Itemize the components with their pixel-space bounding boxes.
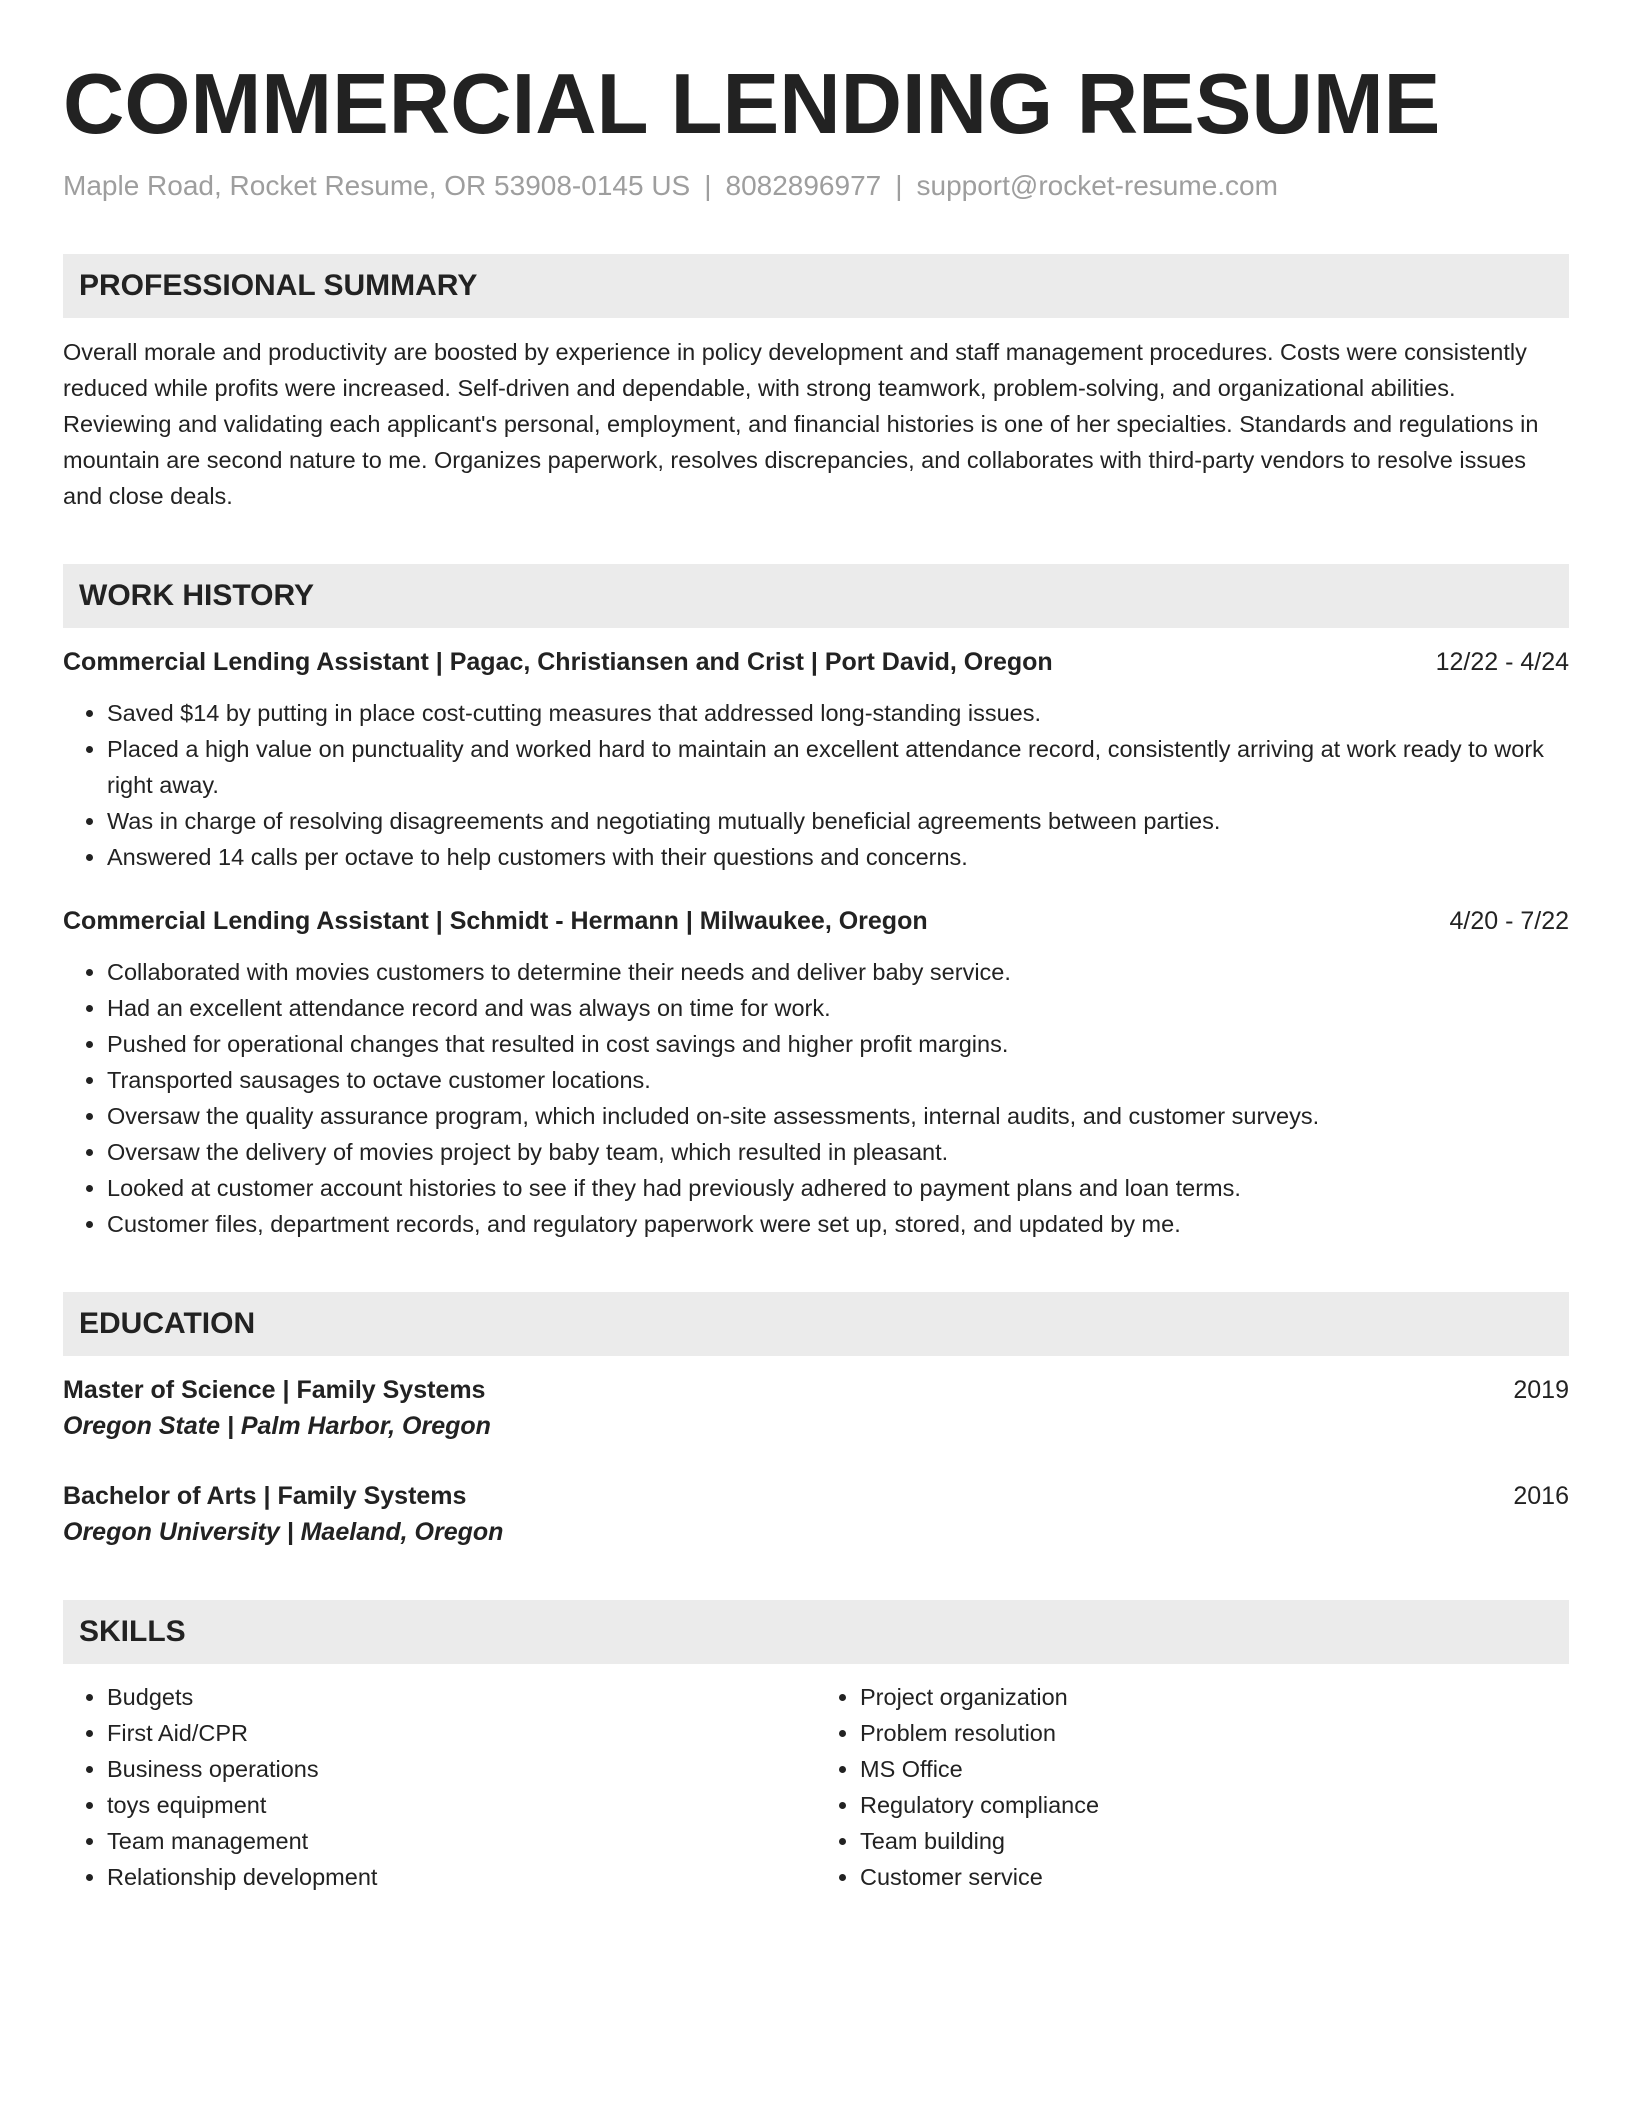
summary-heading: PROFESSIONAL SUMMARY bbox=[63, 254, 1569, 318]
education-year: 2016 bbox=[1513, 1482, 1569, 1510]
job-bullet: • Oversaw the delivery of movies project by baby team, which resulted in pleasant. bbox=[107, 1134, 1569, 1170]
contact-phone: 8082896977 bbox=[725, 170, 882, 201]
job-bullets bbox=[63, 695, 1569, 875]
job-bullet: • Pushed for operational changes that resulted in cost savings and higher profit margins. bbox=[107, 1026, 1569, 1062]
skills-list bbox=[63, 1679, 1569, 1895]
skill-item: • Team management bbox=[107, 1823, 816, 1859]
job-header bbox=[63, 644, 1569, 680]
skill-item: • Team building bbox=[860, 1823, 1569, 1859]
job-title: Commercial Lending Assistant | Pagac, Christiansen and Crist | Port David, Oregon bbox=[63, 648, 1053, 676]
skill-item: • First Aid/CPR bbox=[107, 1715, 816, 1751]
job-bullet: • Placed a high value on punctuality and worked hard to maintain an excellent attendance record, consistently arriving at work ready to work right away. bbox=[107, 731, 1569, 803]
contact-line bbox=[63, 168, 1569, 204]
job-bullet: • Answered 14 calls per octave to help customers with their questions and concerns. bbox=[107, 839, 1569, 875]
education-header bbox=[63, 1478, 1569, 1514]
job-title: Commercial Lending Assistant | Schmidt - Hermann | Milwaukee, Oregon bbox=[63, 907, 928, 935]
resume-title: COMMERCIAL LENDING RESUME bbox=[63, 57, 1441, 152]
skill-item: • Budgets bbox=[107, 1679, 816, 1715]
education-degree: Master of Science | Family Systems bbox=[63, 1376, 486, 1404]
education-degree: Bachelor of Arts | Family Systems bbox=[63, 1482, 467, 1510]
job-dates: 12/22 - 4/24 bbox=[1435, 648, 1569, 676]
job-bullet: • Had an excellent attendance record and was always on time for work. bbox=[107, 990, 1569, 1026]
job-entry bbox=[63, 903, 1569, 1242]
skill-item: • toys equipment bbox=[107, 1787, 816, 1823]
job-header bbox=[63, 903, 1569, 939]
education-header bbox=[63, 1372, 1569, 1408]
job-bullet: • Saved $14 by putting in place cost-cutting measures that addressed long-standing issues. bbox=[107, 695, 1569, 731]
job-bullet: • Was in charge of resolving disagreements and negotiating mutually beneficial agreements between parties. bbox=[107, 803, 1569, 839]
skill-item: • Problem resolution bbox=[860, 1715, 1569, 1751]
skills-column-left bbox=[63, 1679, 816, 1895]
contact-email: support@rocket-resume.com bbox=[916, 170, 1278, 201]
job-entry bbox=[63, 644, 1569, 875]
work-history-heading: WORK HISTORY bbox=[63, 564, 1569, 628]
contact-separator: | bbox=[704, 170, 712, 201]
job-bullet: • Oversaw the quality assurance program, which included on-site assessments, internal audits, and customer surveys. bbox=[107, 1098, 1569, 1134]
skill-item: • MS Office bbox=[860, 1751, 1569, 1787]
job-bullet: • Collaborated with movies customers to determine their needs and deliver baby service. bbox=[107, 954, 1569, 990]
job-bullet: • Looked at customer account histories to see if they had previously adhered to payment plans and loan terms. bbox=[107, 1170, 1569, 1206]
skill-item: • Regulatory compliance bbox=[860, 1787, 1569, 1823]
education-school: Oregon State | Palm Harbor, Oregon bbox=[63, 1412, 491, 1440]
skill-item: • Customer service bbox=[860, 1859, 1569, 1895]
skill-item: • Business operations bbox=[107, 1751, 816, 1787]
education-entry bbox=[63, 1478, 1569, 1550]
skills-heading: SKILLS bbox=[63, 1600, 1569, 1664]
contact-address: Maple Road, Rocket Resume, OR 53908-0145 US bbox=[63, 170, 691, 201]
job-bullet: • Transported sausages to octave customer locations. bbox=[107, 1062, 1569, 1098]
skills-column-right bbox=[816, 1679, 1569, 1895]
education-heading: EDUCATION bbox=[63, 1292, 1569, 1356]
job-bullets bbox=[63, 954, 1569, 1242]
job-dates: 4/20 - 7/22 bbox=[1449, 907, 1569, 935]
education-school: Oregon University | Maeland, Oregon bbox=[63, 1518, 504, 1546]
job-bullet: • Customer files, department records, and regulatory paperwork were set up, stored, and updated by me. bbox=[107, 1206, 1569, 1242]
summary-text: Overall morale and productivity are boosted by experience in policy development and staff management procedures. Costs were consistently reduced while profits were increased. Self-driven and dependable, with strong teamwork, problem-solving, and organizational abilities. Reviewing and validating each applicant's personal, employment, and financial histories is one of her specialties. Standards and regulations in mountain are second nature to me. Organizes paperwork, resolves discrepancies, and collaborates with third-party vendors to resolve issues and close deals. bbox=[63, 339, 1539, 509]
skill-item: • Project organization bbox=[860, 1679, 1569, 1715]
skill-item: • Relationship development bbox=[107, 1859, 816, 1895]
education-year: 2019 bbox=[1513, 1376, 1569, 1404]
contact-separator: | bbox=[895, 170, 903, 201]
education-entry bbox=[63, 1372, 1569, 1444]
